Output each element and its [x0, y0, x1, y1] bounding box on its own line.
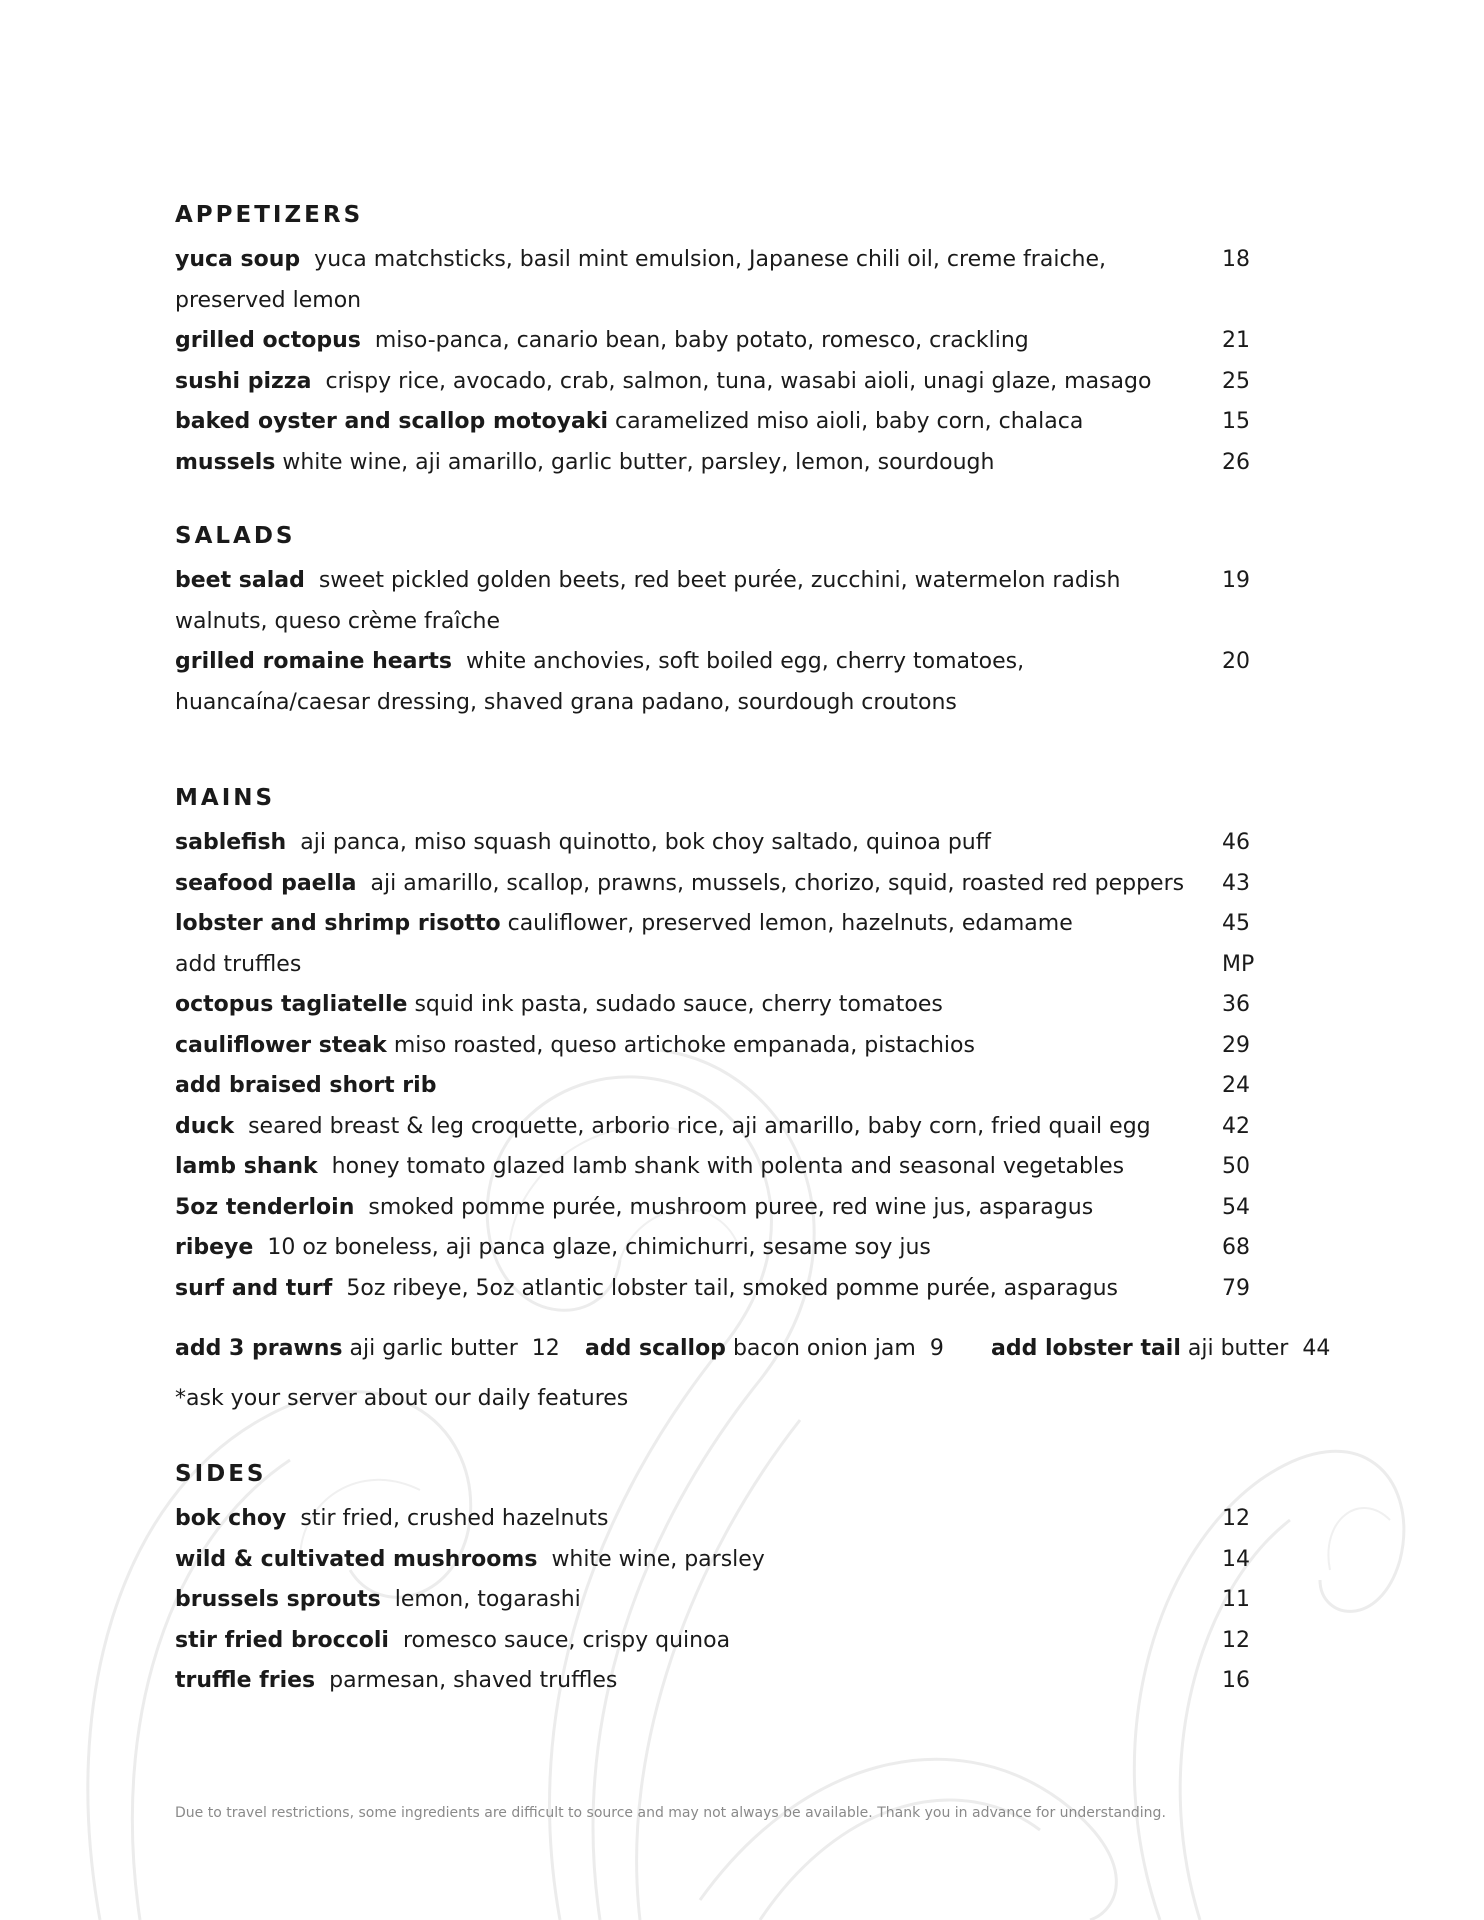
addon-description: aji butter [1187, 1336, 1289, 1361]
menu-item [175, 1661, 1250, 1702]
item-description: lemon, togarashi [394, 1587, 581, 1612]
section-title: SALADS [175, 523, 296, 549]
addon-item [175, 1329, 560, 1369]
menu-item [175, 1269, 1250, 1310]
item-description: sweet pickled golden beets, red beet purée, zucchini, watermelon radish walnuts, queso crème fraîche [175, 568, 1121, 634]
menu-item [175, 823, 1250, 864]
item-price: 45 [1222, 911, 1250, 936]
menu-item [175, 561, 1250, 642]
item-description: white wine, parsley [551, 1546, 765, 1572]
item-name: lamb shank [175, 1154, 318, 1179]
menu-body [175, 200, 1355, 1742]
menu-item [175, 864, 1250, 905]
item-name: stir fried broccoli [175, 1627, 389, 1653]
menu-item [175, 321, 1250, 362]
addon-price: 12 [531, 1336, 560, 1361]
item-description: romesco sauce, crispy quinoa [402, 1627, 731, 1653]
item-price: 14 [1222, 1546, 1250, 1572]
item-name: add braised short rib [175, 1073, 437, 1098]
item-price: 79 [1222, 1275, 1250, 1301]
item-description: crispy rice, avocado, crab, salmon, tuna, wasabi aioli, unagi glaze, masago [325, 368, 1152, 394]
item-name: lobster and shrimp risotto [175, 911, 501, 936]
menu-item [175, 362, 1250, 403]
addon-description: bacon onion jam [732, 1336, 916, 1361]
item-price: 46 [1222, 830, 1250, 855]
item-name: baked oyster and scallop motoyaki [175, 409, 608, 434]
item-price: 18 [1222, 247, 1250, 272]
item-description: squid ink pasta, sudado sauce, cherry tomatoes [414, 992, 943, 1017]
addons-row [175, 1329, 1355, 1369]
item-price: 11 [1222, 1587, 1250, 1612]
item-description: 5oz ribeye, 5oz atlantic lobster tail, smoked pomme purée, asparagus [346, 1275, 1118, 1301]
addon-name: add 3 prawns [175, 1336, 343, 1361]
menu-item [175, 1026, 1250, 1067]
item-description: 10 oz boneless, aji panca glaze, chimichurri, sesame soy jus [267, 1235, 931, 1260]
footer-disclaimer: Due to travel restrictions, some ingredients are difficult to source and may not always be available. Thank you in advance for understanding. [175, 1805, 1166, 1821]
menu-item [175, 1499, 1250, 1540]
item-description: parmesan, shaved truffles [329, 1668, 618, 1693]
menu-item [175, 1228, 1250, 1269]
section-title: MAINS [175, 785, 276, 811]
item-price: 24 [1222, 1073, 1250, 1098]
menu-item [175, 1580, 1250, 1621]
menu-item [175, 985, 1250, 1026]
item-price: MP [1222, 951, 1255, 977]
item-price: 36 [1222, 992, 1250, 1017]
item-description: seared breast & leg croquette, arborio rice, aji amarillo, baby corn, fried quail egg [248, 1113, 1151, 1139]
item-name: wild & cultivated mushrooms [175, 1546, 538, 1572]
item-description: honey tomato glazed lamb shank with polenta and seasonal vegetables [331, 1154, 1125, 1179]
item-name: grilled romaine hearts [175, 649, 452, 674]
item-price: 12 [1222, 1506, 1250, 1531]
addon-name: add lobster tail [991, 1336, 1181, 1361]
item-name: octopus tagliatelle [175, 992, 408, 1017]
menu-item [175, 1066, 1250, 1107]
item-name: cauliflower steak [175, 1032, 387, 1058]
item-name: beet salad [175, 568, 305, 593]
item-price: 12 [1222, 1627, 1250, 1653]
item-description: caramelized miso aioli, baby corn, chalaca [615, 409, 1084, 434]
item-description: aji amarillo, scallop, prawns, mussels, chorizo, squid, roasted red peppers [370, 870, 1185, 896]
item-name: ribeye [175, 1235, 254, 1260]
daily-features-note: *ask your server about our daily features [175, 1386, 629, 1411]
item-description: stir fried, crushed hazelnuts [300, 1506, 609, 1531]
menu-item [175, 443, 1250, 484]
sides-section [175, 1459, 1355, 1702]
appetizers-section [175, 200, 1355, 483]
menu-item [175, 1621, 1250, 1662]
item-price: 21 [1222, 328, 1250, 353]
item-price: 43 [1222, 870, 1250, 896]
addon-price: 44 [1302, 1336, 1331, 1361]
menu-item [175, 904, 1250, 945]
item-description: add truffles [175, 951, 302, 977]
item-description: miso-panca, canario bean, baby potato, romesco, crackling [374, 328, 1029, 353]
item-name: grilled octopus [175, 328, 361, 353]
item-price: 68 [1222, 1235, 1250, 1260]
section-title: SIDES [175, 1461, 267, 1487]
item-price: 15 [1222, 409, 1250, 434]
menu-item [175, 1188, 1250, 1229]
menu-item [175, 1107, 1250, 1148]
item-price: 16 [1222, 1668, 1250, 1693]
item-name: duck [175, 1113, 235, 1139]
addon-description: aji garlic butter [349, 1336, 518, 1361]
menu-item [175, 402, 1250, 443]
item-price: 54 [1222, 1194, 1250, 1220]
item-price: 26 [1222, 449, 1250, 475]
item-name: surf and turf [175, 1275, 333, 1301]
item-name: yuca soup [175, 247, 301, 272]
mains-section [175, 783, 1355, 1419]
item-description: white anchovies, soft boiled egg, cherry tomatoes, huancaína/caesar dressing, shaved grana padano, sourdough croutons [175, 649, 1025, 715]
addon-price: 9 [929, 1336, 944, 1361]
item-name: 5oz tenderloin [175, 1194, 355, 1220]
menu-item [175, 1540, 1250, 1581]
item-name: sushi pizza [175, 368, 312, 394]
item-description: aji panca, miso squash quinotto, bok choy saltado, quinoa puff [300, 830, 991, 855]
menu-item [175, 945, 1255, 986]
item-description: white wine, aji amarillo, garlic butter, parsley, lemon, sourdough [282, 449, 995, 475]
item-name: seafood paella [175, 870, 357, 896]
item-price: 29 [1222, 1032, 1250, 1058]
item-description: yuca matchsticks, basil mint emulsion, Japanese chili oil, creme fraiche, preserved lemon [175, 247, 1107, 313]
item-price: 20 [1222, 649, 1250, 674]
item-name: bok choy [175, 1506, 287, 1531]
item-description: smoked pomme purée, mushroom puree, red wine jus, asparagus [368, 1194, 1094, 1220]
item-name: brussels sprouts [175, 1587, 381, 1612]
item-price: 42 [1222, 1113, 1250, 1139]
item-description: cauliflower, preserved lemon, hazelnuts, edamame [507, 911, 1073, 936]
item-name: truffle fries [175, 1668, 316, 1693]
item-name: sablefish [175, 830, 287, 855]
menu-item [175, 240, 1250, 321]
item-description: miso roasted, queso artichoke empanada, pistachios [393, 1032, 975, 1058]
addon-item [585, 1329, 944, 1369]
addon-item [991, 1329, 1330, 1369]
item-name: mussels [175, 449, 276, 475]
item-price: 25 [1222, 368, 1250, 394]
menu-item [175, 1147, 1250, 1188]
item-price: 50 [1222, 1154, 1250, 1179]
addon-name: add scallop [585, 1336, 726, 1361]
section-title: APPETIZERS [175, 202, 364, 228]
menu-item [175, 642, 1250, 723]
salads-section [175, 521, 1355, 723]
item-price: 19 [1222, 568, 1250, 593]
